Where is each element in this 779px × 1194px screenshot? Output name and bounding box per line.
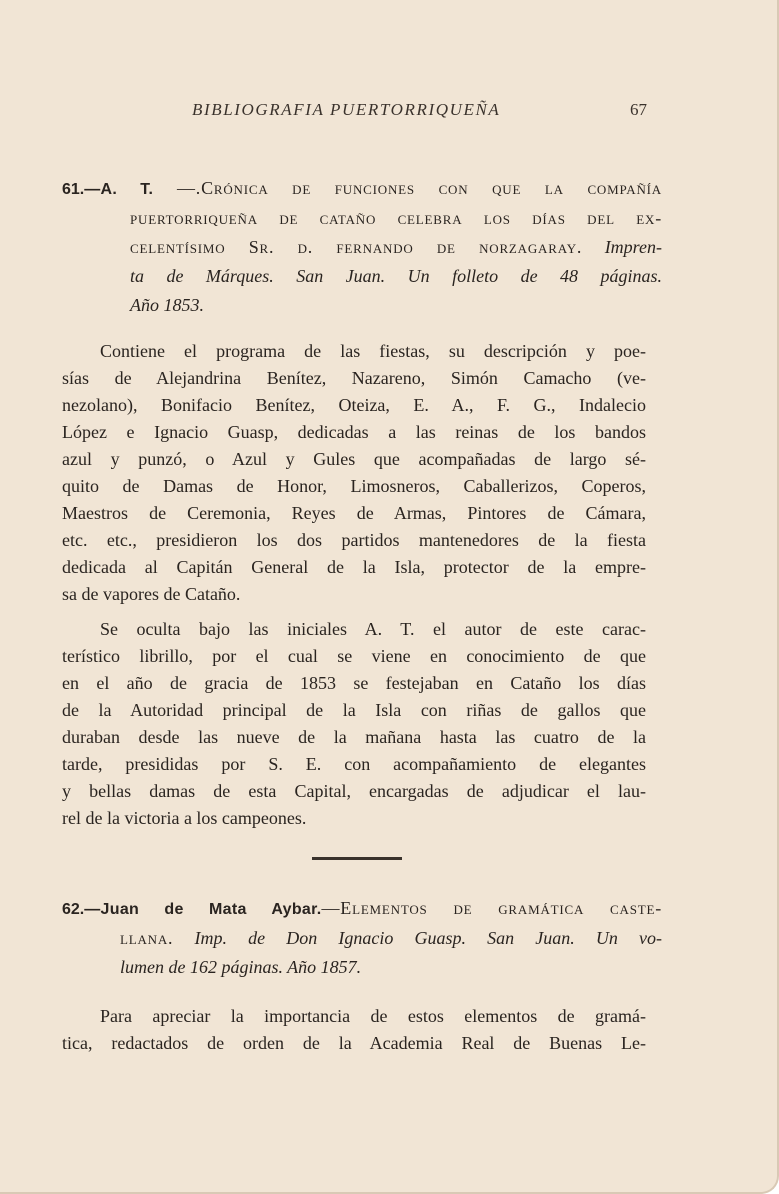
- paragraph-line: Maestros de Ceremonia, Reyes de Armas, Pintores de Cámara,: [62, 503, 646, 523]
- paragraph-line: etc. etc., presidieron los dos partidos mantenedores de la fiesta: [62, 530, 646, 550]
- paragraph-line: sías de Alejandrina Benítez, Nazareno, Simón Camacho (ve-: [62, 368, 646, 388]
- entry-61-title-line-1: —.Crónica de funciones con que la compañía: [153, 178, 662, 198]
- paragraph-line: Contiene el programa de las fiestas, su descripción y poe-: [100, 341, 646, 361]
- paragraph-line: Para apreciar la importancia de estos elementos de gramá-: [100, 1006, 646, 1026]
- entry-61-imprint-line: ta de Márques. San Juan. Un folleto de 48 páginas.: [130, 266, 662, 286]
- entry-61-heading: [62, 174, 662, 320]
- entry-62-heading: [62, 894, 662, 982]
- paragraph-line: en el año de gracia de 1853 se festejaban en Cataño los días: [62, 673, 646, 693]
- entry-62-title-line-2: llana.: [120, 928, 174, 948]
- entry-62-number: 62.: [62, 901, 85, 918]
- section-divider-rule: [312, 857, 402, 860]
- paragraph-line: quito de Damas de Honor, Limosneros, Caballerizos, Coperos,: [62, 476, 646, 496]
- entry-62-extent: lumen de 162 páginas. Año 1857.: [120, 957, 362, 977]
- paragraph-line: Se oculta bajo las iniciales A. T. el autor de este carac-: [100, 619, 646, 639]
- paragraph-line: azul y punzó, o Azul y Gules que acompañadas de largo sé-: [62, 449, 646, 469]
- running-title: BIBLIOGRAFIA PUERTORRIQUEÑA: [192, 100, 501, 119]
- paragraph-line: dedicada al Capitán General de la Isla, protector de la empre-: [62, 557, 646, 577]
- paragraph-line: duraban desde las nueve de la mañana hasta las cuatro de la: [62, 727, 646, 747]
- entry-61-imprint-start: Impren-: [604, 237, 663, 257]
- entry-61-year: Año 1853.: [130, 295, 204, 315]
- paragraph-line: tica, redactados de orden de la Academia Real de Buenas Le-: [62, 1033, 646, 1053]
- entry-62-paragraph-1: [62, 1003, 646, 1057]
- entry-62-title-line-1: —Elementos de gramática caste-: [321, 898, 662, 918]
- paragraph-line: terístico librillo, por el cual se viene en conocimiento de que: [62, 646, 646, 666]
- paragraph-line: rel de la victoria a los campeones.: [62, 808, 307, 828]
- page-number: 67: [630, 100, 647, 119]
- paragraph-line: López e Ignacio Guasp, dedicadas a las reinas de los bandos: [62, 422, 646, 442]
- entry-61-paragraph-1: [62, 338, 646, 608]
- paragraph-line: de la Autoridad principal de la Isla con riñas de gallos que: [62, 700, 646, 720]
- entry-61-title-line-2: puertorriqueña de cataño celebra los días del ex-: [130, 208, 662, 228]
- entry-62-author: —Juan de Mata Aybar.: [84, 901, 322, 918]
- running-head: [0, 100, 777, 124]
- entry-61-paragraph-2: [62, 616, 646, 832]
- paragraph-line: tarde, presididas por S. E. con acompañamiento de elegantes: [62, 754, 646, 774]
- entry-61-number: 61.: [62, 181, 85, 198]
- paragraph-line: sa de vapores de Cataño.: [62, 584, 241, 604]
- entry-61-author: —A. T.: [84, 181, 154, 198]
- paragraph-line: nezolano), Bonifacio Benítez, Oteiza, E. A., F. G., Indalecio: [62, 395, 646, 415]
- entry-61-title-line-3: celentísimo Sr. d. fernando de norzagaray.: [130, 237, 583, 257]
- paragraph-line: y bellas damas de esta Capital, encargadas de adjudicar el lau-: [62, 781, 646, 801]
- entry-62-imprint: Imp. de Don Ignacio Guasp. San Juan. Un vo-: [173, 928, 662, 948]
